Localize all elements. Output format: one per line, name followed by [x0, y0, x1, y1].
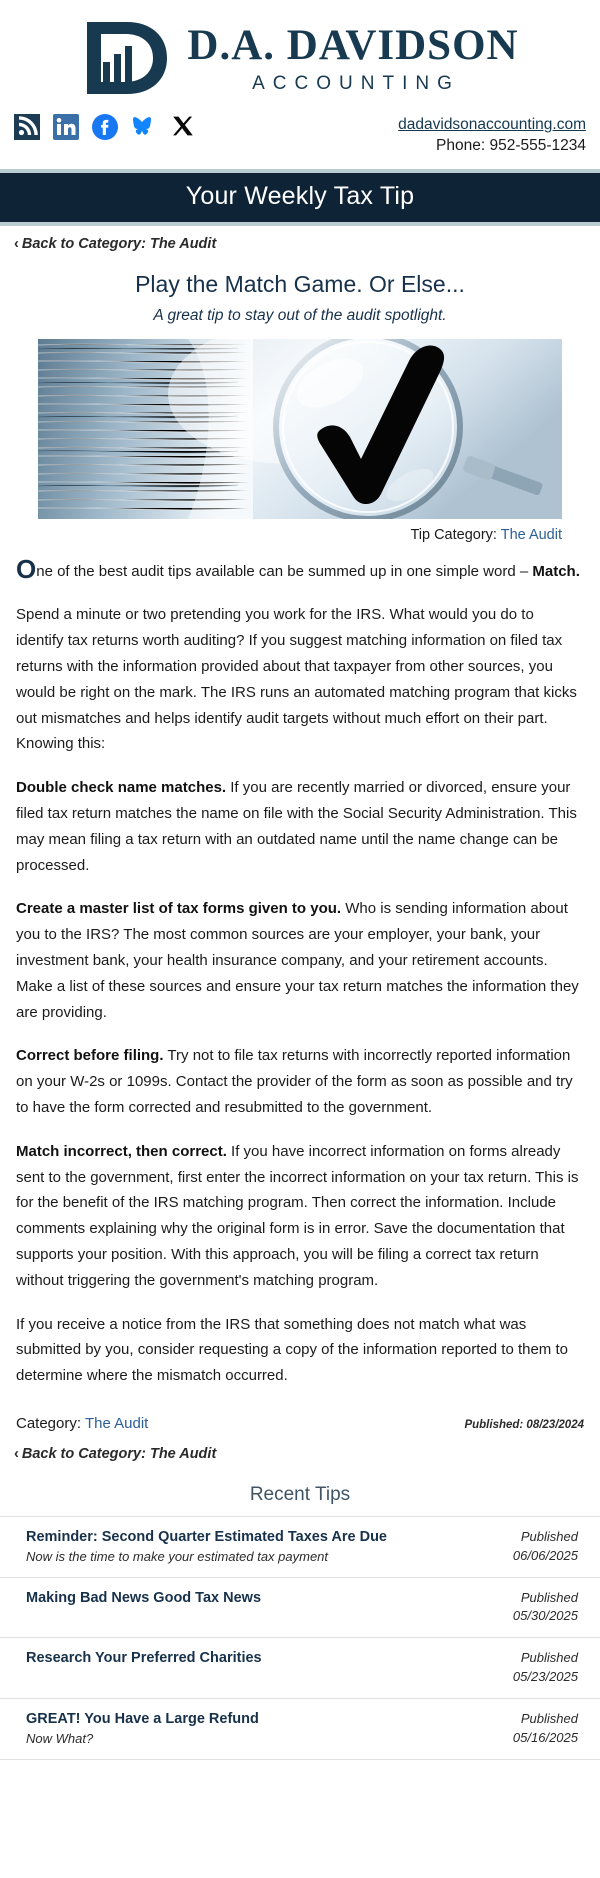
paragraph-text: If you have incorrect information on forms already sent to the government, first enter the incorrect information on your tax return. This is for the benefit of the IRS matching program. Then correct the information. Include comments explaining why the original form is in error. Save the documentation that supports your position. With this approach, you will be filing a correct tax return without triggering the government's matching program. — [16, 1142, 579, 1289]
published-word: Published — [520, 1650, 578, 1666]
drop-cap: O — [16, 553, 37, 584]
list-item[interactable] — [0, 1638, 600, 1699]
page-title: Your Weekly Tax Tip — [0, 173, 600, 222]
lead-paragraph — [16, 553, 584, 585]
published-date-value: 05/16/2025 — [512, 1729, 578, 1745]
tip-published — [513, 1589, 578, 1627]
tip-category-link[interactable]: The Audit — [500, 526, 562, 543]
lead-text: ne of the best audit tips available can be summed up in one simple word – — [36, 562, 533, 580]
paragraph-text: Who is sending information about you to the IRS? The most common sources are your employer, your bank, your investment bank, your health insurance company, and your retirement accounts. Make a list of these sources and ensure your tax return matches the information they are providing. — [16, 900, 579, 1021]
published-word: Published — [520, 1589, 578, 1605]
published-date: Published: 08/23/2024 — [464, 1418, 584, 1431]
chevron-left-icon: ‹ — [14, 235, 19, 252]
body-paragraphs — [16, 602, 584, 1389]
tip-published — [513, 1649, 578, 1687]
published-date-value: 06/06/2025 — [512, 1547, 578, 1563]
audit-checkmark-image — [38, 339, 562, 519]
social-links — [14, 114, 196, 140]
article-subtitle: A great tip to stay out of the audit spotlight. — [153, 306, 447, 324]
list-item[interactable] — [0, 1578, 600, 1639]
published-word: Published — [520, 1711, 578, 1727]
tip-description: Now What? — [26, 1730, 94, 1746]
lead-bold: Match. — [532, 562, 580, 580]
list-item[interactable] — [0, 1517, 600, 1578]
paragraph-lead-in: Correct before filing. — [16, 1047, 164, 1065]
recent-tips-list — [0, 1516, 600, 1760]
paragraph-text: If you are recently married or divorced, ensure your filed tax return matches the name on file with the Social Security Administration. This may mean filing a tax return with an outdated name until the name change can be processed. — [16, 779, 577, 874]
published-date-value: 05/23/2025 — [512, 1669, 578, 1685]
tip-main — [26, 1649, 276, 1668]
paragraph-text: Try not to file tax returns with incorrectly reported information on your W-2s or 1099s. Contact the provider of the form as soon as possible and try to have the form corrected and resubmitted to the government. — [16, 1047, 573, 1116]
tip-main — [26, 1710, 273, 1748]
footer-category — [16, 1415, 148, 1432]
bluesky-icon[interactable] — [131, 114, 157, 140]
back-link-label: Back to Category: The Audit — [21, 1445, 217, 1462]
tip-title[interactable]: Making Bad News Good Tax News — [26, 1589, 262, 1606]
linkedin-icon[interactable] — [53, 114, 79, 140]
tip-published — [513, 1528, 578, 1566]
article-header — [0, 256, 600, 325]
back-link-label: Back to Category: The Audit — [21, 235, 217, 252]
footer-category-label: Category: — [16, 1414, 82, 1432]
article-image-container — [0, 339, 600, 519]
tip-title[interactable]: Research Your Preferred Charities — [26, 1650, 262, 1667]
back-to-category-link-bottom[interactable] — [0, 1432, 600, 1468]
published-word: Published — [520, 1528, 578, 1544]
rss-icon[interactable] — [14, 114, 40, 140]
body-paragraph — [16, 1139, 584, 1294]
list-item[interactable] — [0, 1699, 600, 1760]
published-date-value: 05/30/2025 — [512, 1608, 578, 1624]
article-title: Play the Match Game. Or Else... — [135, 270, 465, 297]
tip-published — [513, 1710, 578, 1748]
tip-category-line — [0, 519, 600, 543]
body-paragraph — [16, 1043, 584, 1120]
paragraph-text: If you receive a notice from the IRS that something does not match what was submitted by you, consider requesting a copy of the information reported to them to determine where the mismatch occurred. — [16, 1315, 568, 1385]
tip-description: Now is the time to make your estimated tax payment — [26, 1548, 329, 1564]
article-body — [0, 543, 600, 1389]
article-footer — [0, 1407, 600, 1432]
x-icon[interactable] — [170, 114, 196, 140]
paragraph-text: Spend a minute or two pretending you work for the IRS. What would you do to identify tax returns worth auditing? If you suggest matching information on filed tax returns with the information provided about that taxpayer from other sources, you would be right on the mark. The IRS runs an automated matching program that kicks out mismatches and helps identify audit targets without much effort on their part. Knowing this: — [16, 606, 577, 753]
body-paragraph — [16, 602, 584, 757]
utility-bar — [0, 104, 600, 169]
brand-name: D.A. DAVIDSON — [187, 21, 519, 69]
tip-main — [26, 1528, 401, 1566]
paragraph-lead-in: Double check name matches. — [16, 779, 227, 797]
body-paragraph — [16, 1312, 584, 1389]
phone-number: Phone: 952-555-1234 — [436, 136, 586, 154]
chevron-left-icon: ‹ — [14, 1445, 19, 1462]
davidson-d-logo-icon — [81, 18, 173, 98]
tip-category-label: Tip Category: — [410, 526, 497, 543]
site-logo — [0, 0, 600, 104]
footer-category-link[interactable]: The Audit — [84, 1414, 149, 1432]
recent-tips-heading: Recent Tips — [249, 1483, 351, 1505]
body-paragraph — [16, 896, 584, 1025]
brand-tagline: ACCOUNTING — [252, 72, 460, 94]
body-paragraph — [16, 775, 584, 878]
paragraph-lead-in: Create a master list of tax forms given to you. — [16, 900, 342, 918]
tip-title[interactable]: Reminder: Second Quarter Estimated Taxes Are Due — [26, 1528, 387, 1545]
facebook-icon[interactable] — [92, 114, 118, 140]
back-to-category-link-top[interactable] — [0, 226, 600, 256]
tip-title[interactable]: GREAT! You Have a Large Refund — [26, 1711, 259, 1728]
paragraph-lead-in: Match incorrect, then correct. — [16, 1142, 227, 1160]
page-banner — [0, 169, 600, 226]
website-link[interactable]: dadavidsonaccounting.com — [398, 116, 586, 133]
contact-info — [398, 114, 586, 157]
tip-main — [26, 1589, 275, 1608]
